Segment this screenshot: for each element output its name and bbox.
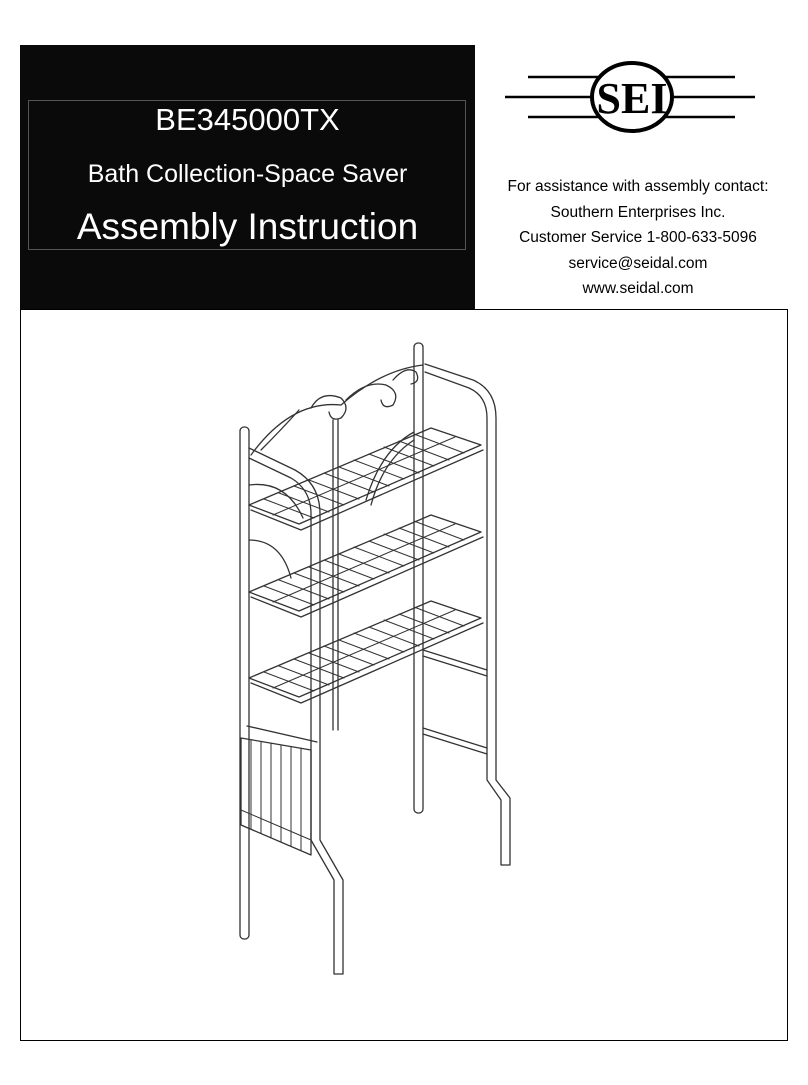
website-link: www.seidal.com bbox=[582, 280, 694, 297]
customer-service-phone: Customer Service 1-800-633-5096 bbox=[519, 229, 757, 246]
front-right-frame bbox=[249, 448, 343, 974]
contact-intro: For assistance with assembly contact: bbox=[507, 178, 769, 195]
collection-name: Bath Collection-Space Saver bbox=[87, 160, 408, 188]
front-left-post bbox=[240, 427, 249, 939]
logo-text: SEI bbox=[596, 74, 668, 123]
support-email: service@seidal.com bbox=[568, 254, 708, 272]
sei-logo bbox=[500, 55, 760, 133]
back-right-frame bbox=[425, 364, 510, 865]
company-name: Southern Enterprises Inc. bbox=[550, 203, 726, 221]
title-block bbox=[20, 45, 475, 310]
back-left-post bbox=[414, 343, 423, 813]
illustration-frame bbox=[20, 309, 788, 1041]
model-number: BE345000TX bbox=[155, 102, 340, 137]
contact-info bbox=[475, 174, 801, 302]
document-title: Assembly Instruction bbox=[76, 206, 419, 247]
space-saver-shelf-illustration bbox=[21, 310, 787, 1040]
